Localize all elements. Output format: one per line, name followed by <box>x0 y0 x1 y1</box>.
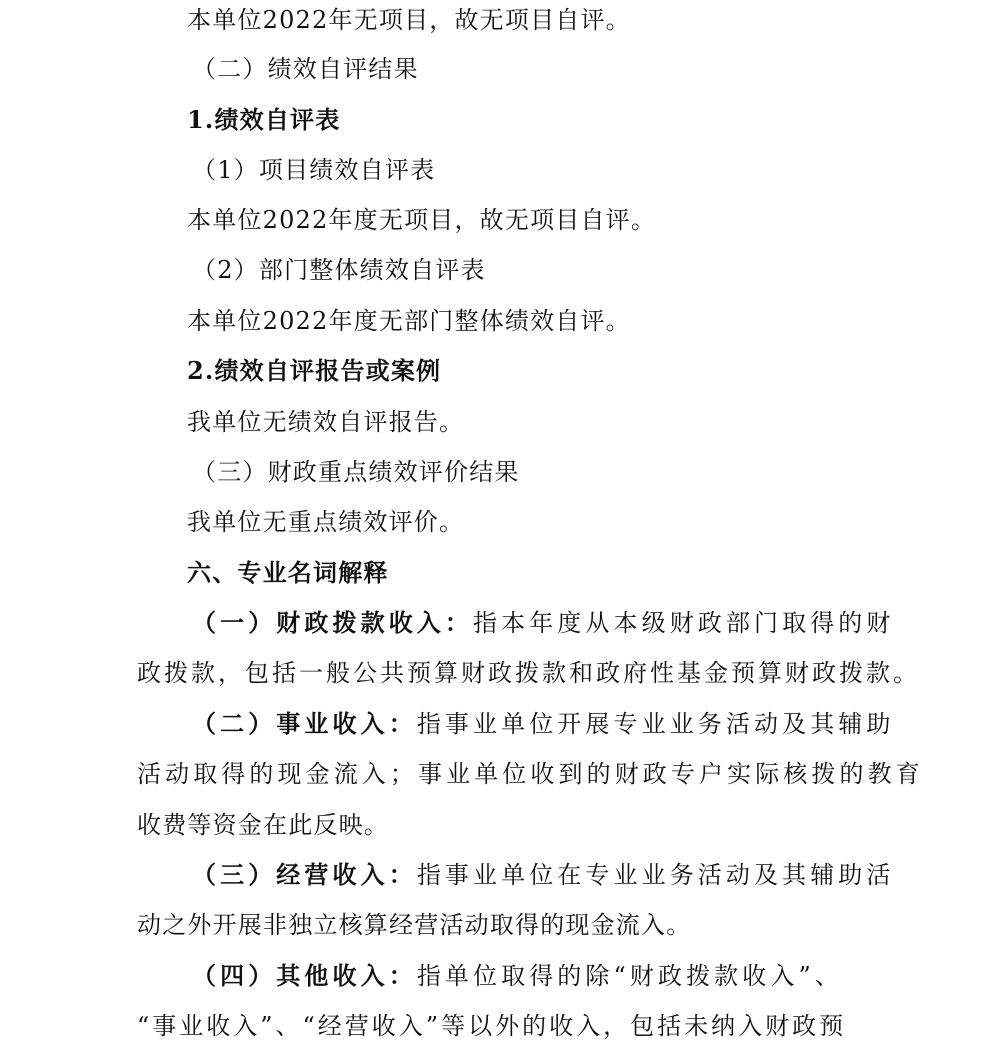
definition-other-income <box>0 956 1000 1006</box>
definition-term: （三）经营收入： <box>192 860 417 889</box>
paragraph-line: 我单位无绩效自评报告。 <box>187 408 465 436</box>
definition-text: 指事业单位在专业业务活动及其辅助活 <box>416 861 895 889</box>
definition-text: 指单位取得的除“财政拨款收入”、 <box>416 962 843 990</box>
subheading-self-evaluation-table: 1.绩效自评表 <box>187 105 341 134</box>
definition-text: 指事业单位开展专业业务活动及其辅助 <box>416 710 895 738</box>
paragraph-line: 本单位2022年无项目，故无项目自评。 <box>187 6 631 34</box>
definition-text: 指本年度从本级财政部门取得的财 <box>473 609 895 637</box>
paragraph-line: 本单位2022年度无部门整体绩效自评。 <box>187 307 631 335</box>
definition-operating-income <box>0 855 1000 905</box>
definition-term: （四）其他收入： <box>192 961 417 990</box>
definition-continuation: 政拨款，包括一般公共预算财政拨款和政府性基金预算财政拨款。 <box>137 659 920 687</box>
section-heading-terms: 六、专业名词解释 <box>187 558 389 587</box>
definition-continuation: 动之外开展非独立核算经营活动取得的现金流入。 <box>137 911 692 939</box>
definition-business-income <box>0 704 1000 754</box>
definition-term: （一）财政拨款收入： <box>192 608 473 637</box>
subheading-report-or-case: 2.绩效自评报告或案例 <box>187 356 442 385</box>
definition-term: （二）事业收入： <box>192 709 417 738</box>
section-heading-performance-results: （二）绩效自评结果 <box>192 55 419 83</box>
definition-fiscal-appropriation <box>0 603 1000 653</box>
definition-continuation: 活动取得的现金流入；事业单位收到的财政专户实际核拨的教育 <box>137 760 924 788</box>
subheading-department-table: （2）部门整体绩效自评表 <box>192 256 486 284</box>
paragraph-line: 我单位无重点绩效评价。 <box>187 508 465 536</box>
definition-continuation: 收费等资金在此反映。 <box>137 811 389 839</box>
section-heading-key-evaluation: （三）财政重点绩效评价结果 <box>192 458 520 486</box>
subheading-project-table: （1）项目绩效自评表 <box>192 156 436 184</box>
definition-continuation: “事业收入”、“经营收入”等以外的收入，包括未纳入财政预 <box>137 1012 847 1040</box>
paragraph-line: 本单位2022年度无项目，故无项目自评。 <box>187 206 657 234</box>
